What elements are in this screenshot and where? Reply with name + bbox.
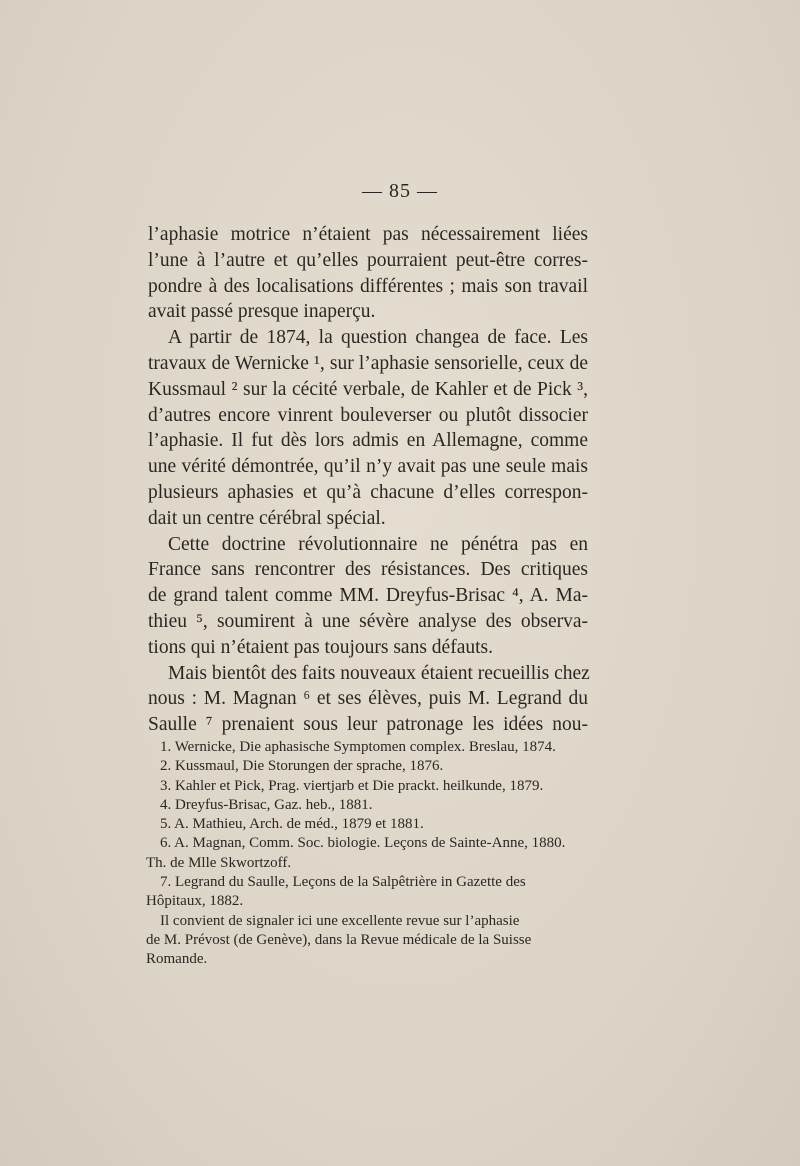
footnote-line: de M. Prévost (de Genève), dans la Revue médicale de la Suisse: [146, 931, 532, 948]
body-line: l’aphasie motrice n’étaient pas nécessairement liées: [148, 224, 588, 245]
body-line: l’une à l’autre et qu’elles pourraient peut-être corres-: [148, 249, 588, 271]
body-line: une vérité démontrée, qu’il n’y avait pas une seule mais: [148, 456, 588, 478]
body-line: Saulle ⁷ prenaient sous leur patronage les idées nou-: [148, 714, 588, 736]
body-line: tions qui n’étaient pas toujours sans défauts.: [148, 636, 493, 658]
body-line: plusieurs aphasies et qu’à chacune d’elles correspon-: [148, 481, 588, 503]
footnote-line: Th. de Mlle Skwortzoff.: [146, 854, 292, 871]
footnote-line: Il convient de signaler ici une excellente revue sur l’aphasie: [160, 912, 520, 929]
body-line: Cette doctrine révolutionnaire ne pénétra pas en: [168, 533, 588, 555]
body-line: d’autres encore vinrent bouleverser ou plutôt dissocier: [148, 404, 588, 426]
body-line: travaux de Wernicke ¹, sur l’aphasie sensorielle, ceux de: [148, 352, 588, 374]
page-number: — 85 —: [362, 180, 438, 202]
body-line: l’aphasie. Il fut dès lors admis en Allemagne, comme: [148, 430, 588, 452]
footnote-line: 1. Wernicke, Die aphasische Symptomen complex. Breslau, 1874.: [160, 739, 556, 755]
footnote-line: 3. Kahler et Pick, Prag. viertjarb et Die prackt. heilkunde, 1879.: [160, 777, 544, 794]
body-line: Mais bientôt des faits nouveaux étaient recueillis chez: [168, 662, 590, 684]
footnote-line: Romande.: [146, 951, 208, 968]
footnote-line: 7. Legrand du Saulle, Leçons de la Salpêtrière in Gazette des: [160, 874, 526, 891]
body-line: avait passé presque inaperçu.: [148, 301, 376, 323]
body-line: thieu ⁵, soumirent à une sévère analyse des observa-: [148, 610, 588, 632]
footnote-line: 2. Kussmaul, Die Storungen der sprache, 1876.: [160, 758, 444, 775]
body-line: nous : M. Magnan ⁶ et ses élèves, puis M. Legrand du: [148, 688, 588, 710]
footnote-line: Hôpitaux, 1882.: [146, 893, 244, 910]
body-line: de grand talent comme MM. Dreyfus-Brisac ⁴, A. Ma-: [148, 585, 588, 607]
footnote-line: 4. Dreyfus-Brisac, Gaz. heb., 1881.: [160, 796, 373, 813]
footnotes: [146, 738, 590, 970]
body-line: A partir de 1874, la question changea de face. Les: [168, 327, 588, 349]
footnote-line: 5. A. Mathieu, Arch. de méd., 1879 et 1881.: [160, 816, 424, 833]
body-text: [148, 222, 588, 738]
body-line: dait un centre cérébral spécial.: [148, 507, 386, 529]
footnote-line: 6. A. Magnan, Comm. Soc. biologie. Leçons de Sainte-Anne, 1880.: [160, 835, 566, 852]
body-line: France sans rencontrer des résistances. Des critiques: [148, 559, 588, 581]
body-line: Kussmaul ² sur la cécité verbale, de Kahler et de Pick ³,: [148, 378, 588, 400]
body-line: pondre à des localisations différentes ; mais son travail: [148, 275, 588, 297]
